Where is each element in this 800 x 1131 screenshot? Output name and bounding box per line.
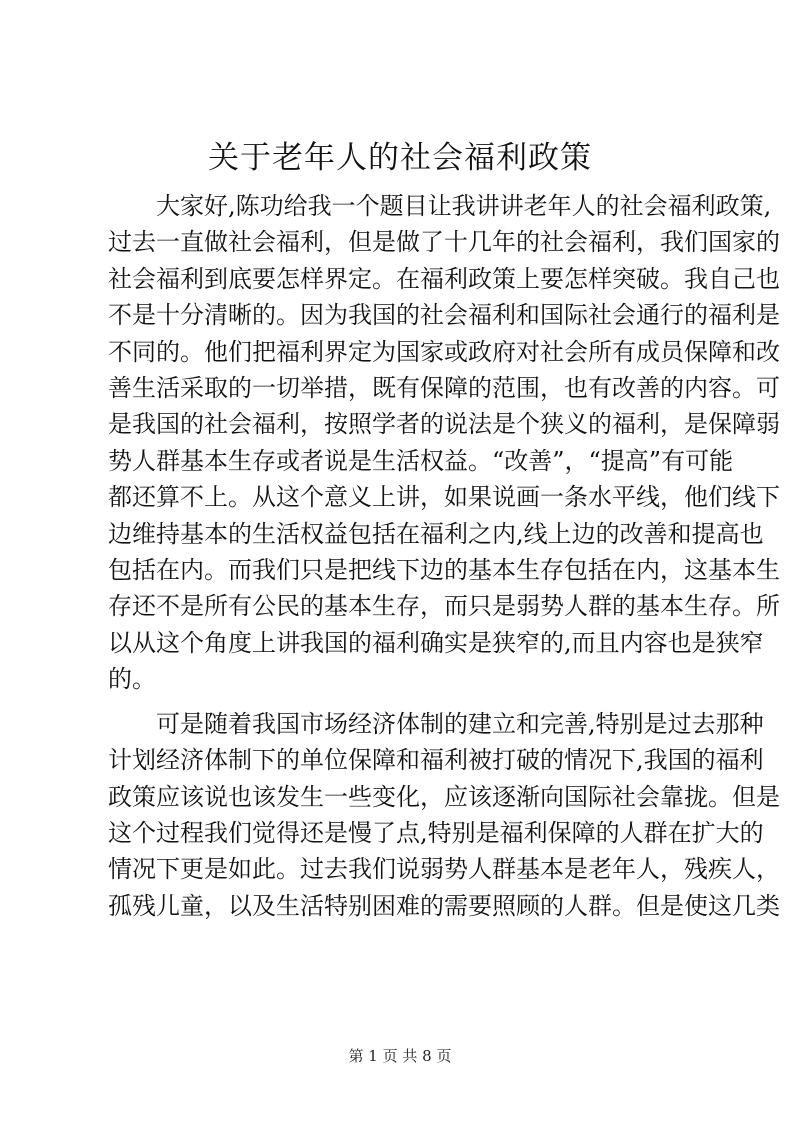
text-line: 不是十分清晰的。因为我国的社会福利和国际社会通行的福利是	[108, 301, 780, 330]
text-line: 情况下更是如此。过去我们说弱势人群基本是老年人，残疾人，	[108, 855, 780, 884]
paragraph-2	[108, 706, 780, 924]
text-line: 孤残儿童，以及生活特别困难的需要照顾的人群。但是使这几类	[108, 891, 780, 920]
text-line: 大家好,陈功给我一个题目让我讲讲老年人的社会福利政策,	[156, 192, 772, 220]
text-line: 不同的。他们把福利界定为国家或政府对社会所有成员保障和改	[108, 337, 780, 366]
page-number: 第 1 页 共 8 页	[348, 1047, 452, 1065]
text-line: 都还算不上。从这个意义上讲，如果说画一条水平线，他们线下	[108, 483, 780, 512]
text-line: 以从这个角度上讲我国的福利确实是狭窄的,而且内容也是狭窄	[108, 628, 764, 657]
text-line: 善生活采取的一切举措，既有保障的范围，也有改善的内容。可	[108, 374, 780, 403]
text-line: 社会福利到底要怎样界定。在福利政策上要怎样突破。我自己也	[108, 264, 780, 293]
text-line: 边维持基本的生活权益包括在福利之内,线上边的改善和提高也	[108, 519, 764, 548]
text-line: 过去一直做社会福利，但是做了十几年的社会福利，我们国家的	[108, 228, 780, 257]
text-line: 计划经济体制下的单位保障和福利被打破的情况下,我国的福利	[108, 746, 764, 775]
text-line: 这个过程我们觉得还是慢了点,特别是福利保障的人群在扩大的	[108, 818, 764, 847]
text-line: 是我国的社会福利，按照学者的说法是个狭义的福利，是保障弱	[108, 410, 780, 439]
text-line: 势人群基本生存或者说是生活权益。“改善”，“提高”有可能	[108, 446, 734, 475]
text-line: 政策应该说也该发生一些变化，应该逐渐向国际社会靠拢。但是	[108, 782, 780, 811]
text-line: 的。	[108, 665, 156, 694]
text-line: 包括在内。而我们只是把线下边的基本生存包括在内，这基本生	[108, 556, 780, 585]
text-line: 可是随着我国市场经济体制的建立和完善,特别是过去那种	[156, 709, 764, 738]
document-body	[108, 188, 780, 924]
document-title: 关于老年人的社会福利政策	[208, 140, 592, 176]
paragraph-1	[108, 188, 780, 698]
text-line: 存还不是所有公民的基本生存，而只是弱势人群的基本生存。所	[108, 592, 780, 621]
